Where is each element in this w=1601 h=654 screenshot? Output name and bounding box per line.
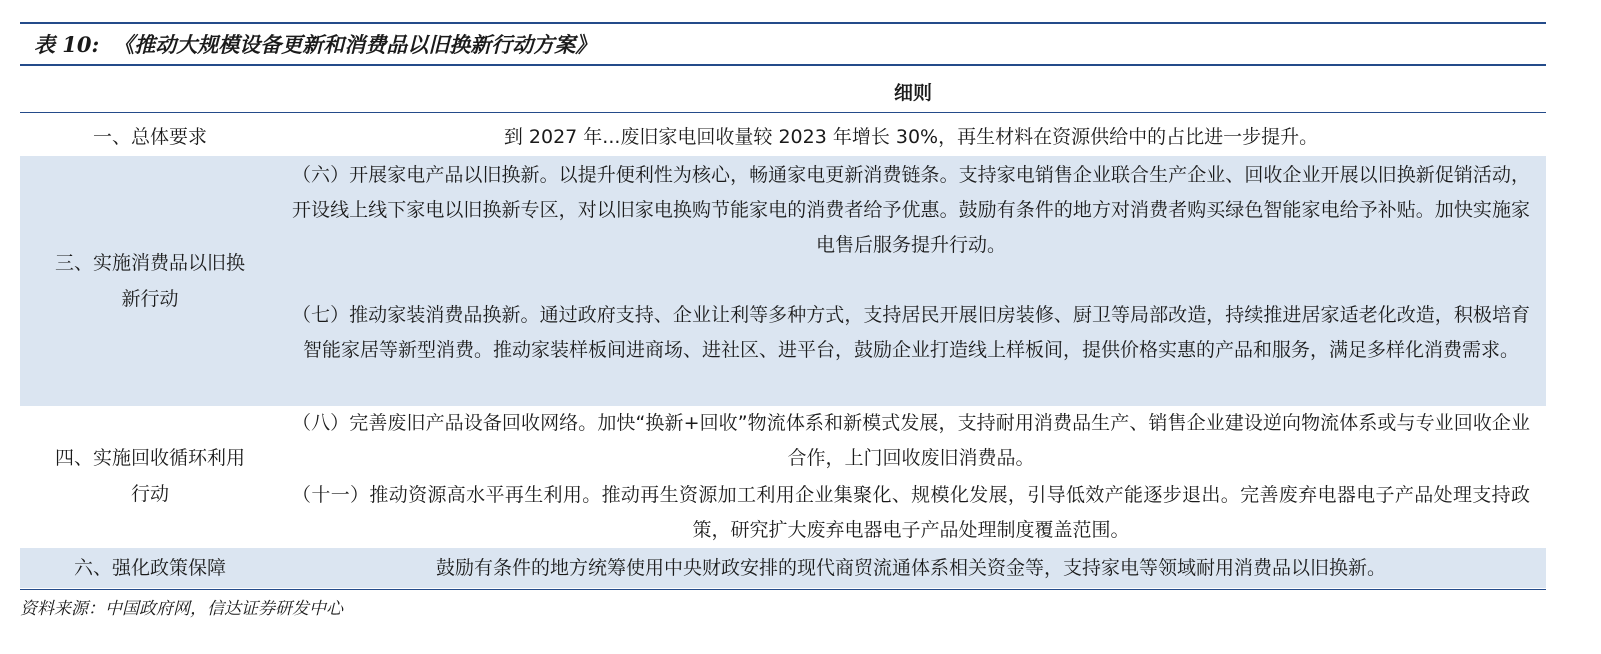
table-row bbox=[20, 548, 1546, 588]
table-number: 表 10: bbox=[34, 32, 100, 57]
row-detail: 鼓励有条件的地方统筹使用中央财政安排的现代商贸流通体系相关资金等，支持家电等领域耐用消费品以旧换新。 bbox=[435, 556, 1386, 579]
row-category bbox=[20, 406, 280, 546]
row-detail: （八）完善废旧产品设备回收网络。加快“换新+回收”物流体系和新模式发展，支持耐用消费品生产、销售企业建设逆向物流体系或与专业回收企业合作，上门回收废旧消费品。 bbox=[292, 412, 1530, 469]
table-header bbox=[20, 72, 1546, 110]
table-bottom-rule bbox=[20, 589, 1546, 590]
row-detail: （七）推动家装消费品换新。通过政府支持、企业让利等多种方式，支持居民开展旧房装修、厨卫等局部改造，持续推进居家适老化改造，积极培育智能家居等新型消费。推动家装样板间进商场、进社区、进平台，鼓励企业打造线上样板间，提供价格实惠的产品和服务，满足多样化消费需求。 bbox=[292, 304, 1530, 361]
row-category bbox=[20, 156, 280, 406]
source-note: 资料来源：中国政府网，信达证券研发中心 bbox=[20, 599, 343, 619]
table-title-text: 《推动大规模设备更新和消费品以旧换新行动方案》 bbox=[113, 32, 597, 57]
table-row bbox=[20, 156, 1546, 406]
row-detail: （六）开展家电产品以旧换新。以提升便利性为核心，畅通家电更新消费链条。支持家电销售企业联合生产企业、回收企业开展以旧换新促销活动，开设线上线下家电以旧换新专区，对以旧家电换购节能家电的消费者给予优惠。鼓励有条件的地方对消费者购买绿色智能家电给予补贴。加快实施家电售后服务提升行动。 bbox=[292, 164, 1530, 256]
header-divider bbox=[20, 112, 1546, 113]
table-row bbox=[20, 118, 1546, 156]
category-label: 三、实施消费品以旧换新行动 bbox=[54, 252, 245, 310]
category-label: 四、实施回收循环利用行动 bbox=[54, 447, 245, 505]
row-detail: （十一）推动资源高水平再生利用。推动再生资源加工利用企业集聚化、规模化发展，引导低效产能逐步退出。完善废弃电器电子产品处理支持政策，研究扩大废弃电器电子产品处理制度覆盖范围。 bbox=[292, 484, 1530, 541]
header-detail: 细则 bbox=[893, 81, 932, 104]
table-row bbox=[20, 406, 1546, 546]
title-divider bbox=[20, 64, 1546, 66]
row-category: 六、强化政策保障 bbox=[73, 557, 226, 579]
row-detail: 到 2027 年...废旧家电回收量较 2023 年增长 30%，再生材料在资源供给中的占比进一步提升。 bbox=[503, 125, 1319, 148]
row-category: 一、总体要求 bbox=[92, 126, 207, 148]
table-title bbox=[20, 22, 1546, 64]
